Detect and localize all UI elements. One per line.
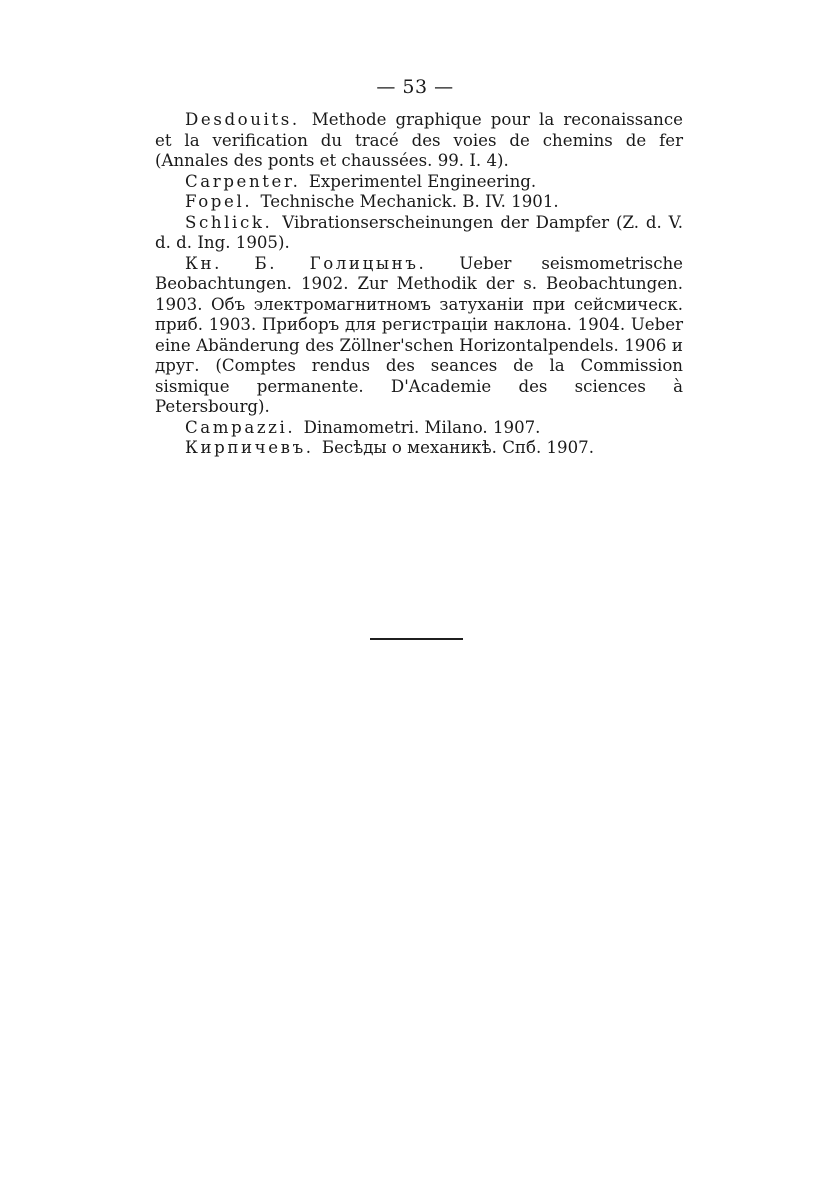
reference-item — [155, 418, 683, 439]
reference-text: Ueber seismometrische Beobachtungen. 1902. Zur Methodik der s. Beobachtungen. 1903. Объ электромагнитномъ затуханіи при сейсмическ. приб. 1903. Приборъ для регистраціи наклона. 1904. Ueber eine Abänderung des Zöllner'schen Horizontalpendels. 1906 и друг. (Comptes rendus des seances de la Commission sismique permanente. D'Academie des sciences à Petersbourg). — [155, 253, 683, 416]
reference-author: Desdouits. — [185, 110, 300, 129]
reference-author: Campazzi. — [185, 417, 296, 437]
reference-text: Methode graphique pour la reconaissance et la verification du tracé des voies de chemins de fer (Annales des ponts et chaussées. 99. I. 4). — [155, 110, 683, 170]
reference-text: Dinamometri. Milano. 1907. — [303, 417, 541, 437]
reference-author: Carpenter. — [185, 171, 301, 191]
reference-list — [155, 110, 683, 459]
reference-item — [155, 192, 683, 213]
page-number: — 53 — — [376, 76, 454, 98]
reference-item — [155, 110, 683, 172]
section-end-rule — [370, 638, 463, 640]
reference-item — [155, 438, 683, 459]
reference-item — [155, 213, 683, 254]
reference-text: Vibrationserscheinungen der Dampfer (Z. d. V. d. d. Ing. 1905). — [155, 212, 684, 252]
reference-item — [155, 254, 683, 418]
reference-text: Experimentel Engineering. — [308, 171, 537, 191]
reference-author: Кирпичевъ. — [185, 438, 314, 457]
reference-author: Schlick. — [185, 212, 273, 232]
reference-text: Technische Mechanick. B. IV. 1901. — [260, 192, 559, 211]
reference-text: Бесѣды о механикѣ. Спб. 1907. — [321, 438, 594, 457]
reference-author: Кн. Б. Голицынъ. — [185, 253, 427, 273]
reference-item — [155, 172, 683, 193]
reference-author: Fopel. — [185, 192, 253, 211]
